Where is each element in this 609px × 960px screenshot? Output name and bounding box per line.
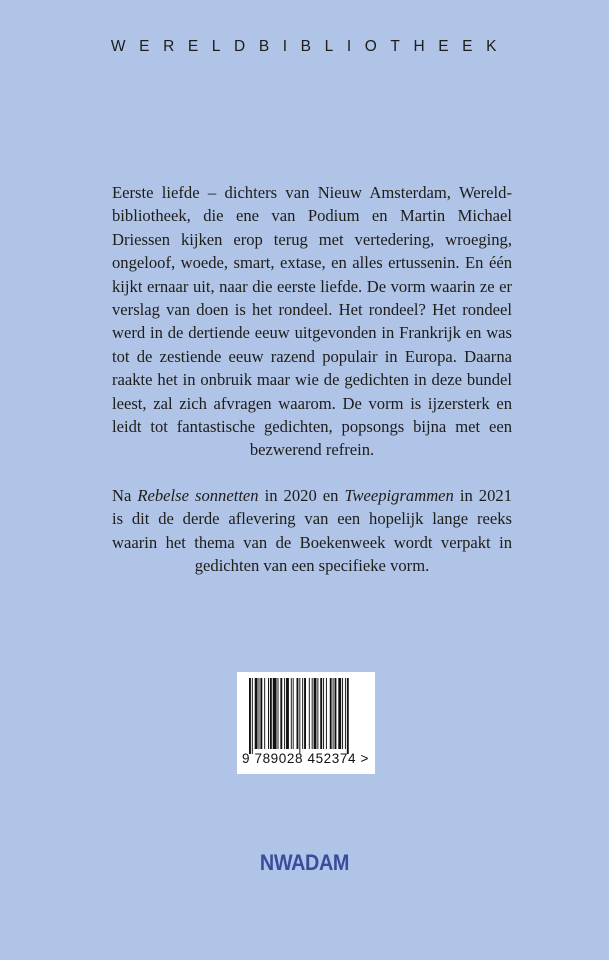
isbn-number: 9 789028 452374 > xyxy=(242,751,369,766)
blurb-p2-rest: in 2021 is dit de derde aflevering van een hopelijk lange reeks waarin het thema van de Boekenweek wordt verpakt in gedichten van een specifieke vorm. xyxy=(112,486,512,576)
blurb-p2-lead: Na xyxy=(112,486,138,505)
barcode-bars xyxy=(249,678,365,754)
blurb-p2-mid: in 2020 en xyxy=(258,486,345,505)
publisher-logo: NWADAM xyxy=(259,850,350,875)
blurb-paragraph-1: Eerste liefde – dichters van Nieuw Amsterdam, Wereldbibliotheek, die ene van Podium en Martin Michael Driessen kijken erop terug met vertedering, wroeging, ongeloof, woede, smart, extase, en alles ertussenin. En één kijkt ernaar uit, naar die eerste liefde. De vorm waarin ze er verslag van doen is het rondeel. Het rondeel? Het rondeel werd in de dertiende eeuw uitgevonden in Frankrijk en was tot de zestiende eeuw razend populair in Europa. Daarna raakte het in onbruik maar wie de gedichten in deze bundel leest, zal zich afvragen waarom. De vorm is ijzersterk en leidt tot fantastische gedichten, popsongs bijna met een bezwerend refrein. xyxy=(112,183,512,460)
book-title-tweepigrammen: Tweepigrammen xyxy=(344,486,454,505)
barcode-panel xyxy=(237,672,375,774)
series-title: WERELDBIBLIOTHEEK xyxy=(110,38,511,55)
blurb-paragraph-2 xyxy=(112,484,512,578)
book-title-rebelse-sonnetten: Rebelse sonnetten xyxy=(137,486,259,505)
